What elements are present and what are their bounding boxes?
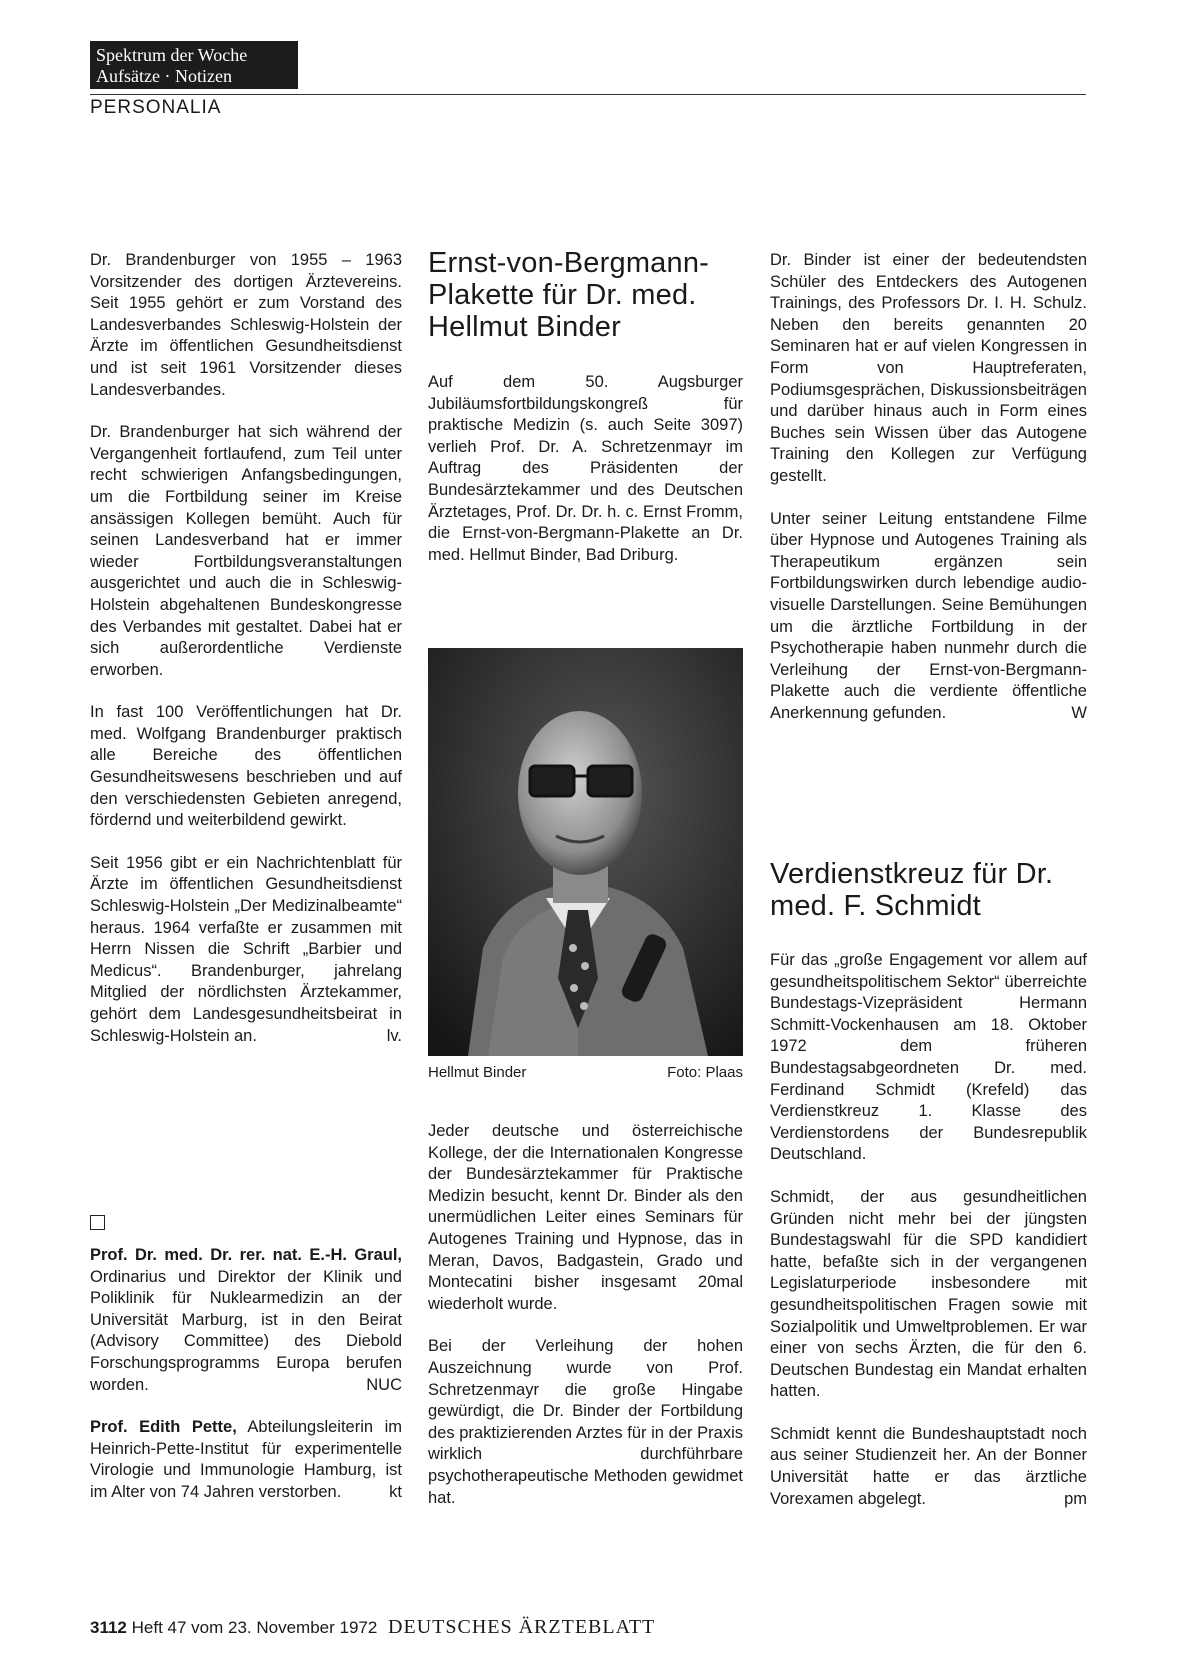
section-tag-line2: Aufsätze · Notizen [96, 66, 232, 86]
notice-graul-text: Ordinarius und Direktor der Klinik und Poliklinik für Nuklearmedizin an der Universität Marburg, ist in den Beirat (Advisory Committee) des Diebold Forschungsprogramms Europa berufen worden. [90, 1267, 402, 1394]
article1-body-block [428, 1121, 743, 1530]
portrait-photo [428, 648, 743, 1056]
page-footer [90, 1616, 655, 1639]
article1-paragraph-2: Jeder deutsche und österreichische Kollege, der die Internationalen Kongresse der Bundesärztekammer für Praktische Medizin besucht, kennt Dr. Binder als den unermüdlichen Leiter eines Seminars für Autogenes Training und Hypnose, das in Meran, Davos, Badgastein, Grado und Montecatini bisher insgesamt 20mal wiederholt wurde. [428, 1122, 743, 1313]
article2-headline: Verdienstkreuz für Dr. med. F. Schmidt [770, 858, 1054, 922]
section-tag-line1: Spektrum der Woche [96, 45, 248, 65]
article1-headline: Ernst-von-Bergmann-Plakette für Dr. med. Hellmut Binder [428, 247, 710, 343]
article2-paragraph-1: Für das „große Engagement vor allem auf gesundheitspolitischem Sektor“ überreichte Bundestags-Vizepräsident Hermann Schmitt-Vockenhausen am 18. Oktober 1972 dem früheren Bundestagsabgeordneten Dr. med. Ferdinand Schmidt (Krefeld) das Verdienstkreuz 1. Klasse des Verdienstordens der Bundesrepublik Deutschland. [770, 951, 1087, 1164]
article1-paragraph-5-text: Unter seiner Leitung entstandene Filme über Hypnose und Autogenes Training als Therapeutikum ergänzen sein Fortbildungswirken durch lebendige audio-visuelle Darstellungen. Seine Bemühungen um die ärztliche Fortbildung in der Psychotherapie haben nunmehr durch die Verleihung der Ernst-von-Bergmann-Plakette auch die verdiente öffentliche Anerkennung gefunden. [770, 509, 1087, 722]
page-number: 3112 [90, 1618, 127, 1637]
article2-signature: pm [1064, 1489, 1087, 1508]
col1-paragraph-4-signature: lv. [386, 1026, 402, 1045]
issue-info: Heft 47 vom 23. November 1972 [131, 1618, 378, 1637]
notices-block [90, 1245, 402, 1525]
publication-name: DEUTSCHES ÄRZTEBLATT [388, 1616, 656, 1638]
notice-pette-text: Abteilungsleiterin im Heinrich-Pette-Institut für experimentelle Virologie und Immunologie Hamburg, ist im Alter von 74 Jahren verstorben. [90, 1418, 402, 1501]
notice-pette [90, 1417, 402, 1503]
article1-signature: W [1071, 703, 1087, 722]
photo-caption [428, 1064, 743, 1081]
article2-paragraph-2: Schmidt, der aus gesundheitlichen Gründen nicht mehr bei der jüngsten Bundestagswahl für die SPD kandidiert hatte, befaßte sich in der vergangenen Legislaturperiode insbesondere mit gesundheitspolitischen Fragen sowie mit Sozialpolitik und Umweltproblemen. Er war einer von sechs Ärzten, die für den 6. Deutschen Bundestag ein Mandat erhalten hatten. [770, 1187, 1087, 1401]
article1-paragraph-3: Bei der Verleihung der hohen Auszeichnung wurde von Prof. Schretzenmayr die große Hingabe gewürdigt, die Dr. Binder der Fortbildung des praktizierenden Arztes für in der Praxis wirklich durchführbare psychotherapeutische Methoden gewidmet hat. [428, 1337, 743, 1507]
section-title: PERSONALIA [90, 97, 222, 118]
column-1 [90, 250, 402, 1068]
article1-paragraph-4: Dr. Binder ist einer der bedeutendsten Schüler des Entdeckers des Autogenen Trainings, des Professors Dr. I. H. Schulz. Neben den bereits genannten 20 Seminaren hat er auf vielen Kongressen in Form von Hauptreferaten, Podiumsgesprächen, Diskussionsbeiträgen und darüber hinaus auch in Form eines Buches sein Wissen über das Autogene Training den Kollegen zur Verfügung gestellt. [770, 251, 1087, 485]
notice-graul [90, 1245, 402, 1396]
notice-graul-name: Prof. Dr. med. Dr. rer. nat. E.-H. Graul, [90, 1246, 402, 1264]
separator-square [90, 1215, 105, 1230]
article1-lead-block [428, 372, 743, 587]
header-rule [90, 94, 1086, 95]
article2-body-block [770, 950, 1087, 1531]
notice-pette-signature: kt [389, 1482, 402, 1501]
section-tag [90, 41, 298, 89]
col1-paragraph-3: In fast 100 Veröffentlichungen hat Dr. med. Wolfgang Brandenburger praktisch alle Bereiche des öffentlichen Gesundheitswesens beschrieben und auf den verschiedensten Gebieten anregend, fördernd und weiterbildend gewirkt. [90, 703, 402, 830]
article1-lead: Auf dem 50. Augsburger Jubiläumsfortbildungskongreß für praktische Medizin (s. auch Seite 3097) verlieh Prof. Dr. A. Schretzenmayr im Auftrag des Präsidenten der Bundesärztekammer und des Deutschen Ärztetages, Prof. Dr. Dr. h. c. Ernst Fromm, die Ernst-von-Bergmann-Plakette an Dr. med. Hellmut Binder, Bad Driburg. [428, 373, 743, 564]
article2-paragraph-3-text: Schmidt kennt die Bundeshauptstadt noch aus seiner Studienzeit her. An der Bonner Universität hatte er das ärztliche Vorexamen abgelegt. [770, 1424, 1087, 1508]
notice-pette-name: Prof. Edith Pette, [90, 1418, 237, 1437]
notice-graul-signature: NUC [366, 1375, 402, 1394]
article1-paragraph-5 [770, 509, 1087, 725]
photo-credit: Foto: Plaas [667, 1064, 743, 1081]
article2-paragraph-3 [770, 1424, 1087, 1510]
portrait-illustration [428, 648, 743, 1056]
col1-paragraph-4-text: Seit 1956 gibt er ein Nachrichtenblatt für Ärzte im öffentlichen Gesundheitsdienst Schleswig-Holstein „Der Medizinalbeamte“ heraus. 1964 verfaßte er zusammen mit Herrn Nissen die Schrift „Barbier und Medicus“. Brandenburger, jahrelang Mitglied der nördlichsten Ärztekammer, gehört dem Landesgesundheitsbeirat in Schleswig-Holstein an. [90, 853, 402, 1045]
col1-paragraph-4 [90, 853, 402, 1047]
column-3 [770, 250, 1087, 745]
col1-paragraph-2: Dr. Brandenburger hat sich während der Vergangenheit fortlaufend, zum Teil unter recht schwierigen Anfangsbedingungen, um die Fortbildung seiner im Kreise ansässigen Kollegen bemüht. Auch für seinen Landesverband hat er immer wieder Fortbildungsveranstaltungen ausgerichtet und auch die in Schleswig-Holstein abgehaltenen Bundeskongresse des Verbandes mit gestaltet. Dabei hat er sich außerordentliche Verdienste erworben. [90, 423, 402, 679]
col1-paragraph-1: Dr. Brandenburger von 1955 – 1963 Vorsitzender des dortigen Ärztevereins. Seit 1955 gehört er zum Vorstand des Landesverbandes Schleswig-Holstein der Ärzte im öffentlichen Gesundheitsdienst und ist seit 1961 Vorsitzender dieses Landesverbandes. [90, 251, 402, 399]
photo-caption-name: Hellmut Binder [428, 1064, 527, 1081]
